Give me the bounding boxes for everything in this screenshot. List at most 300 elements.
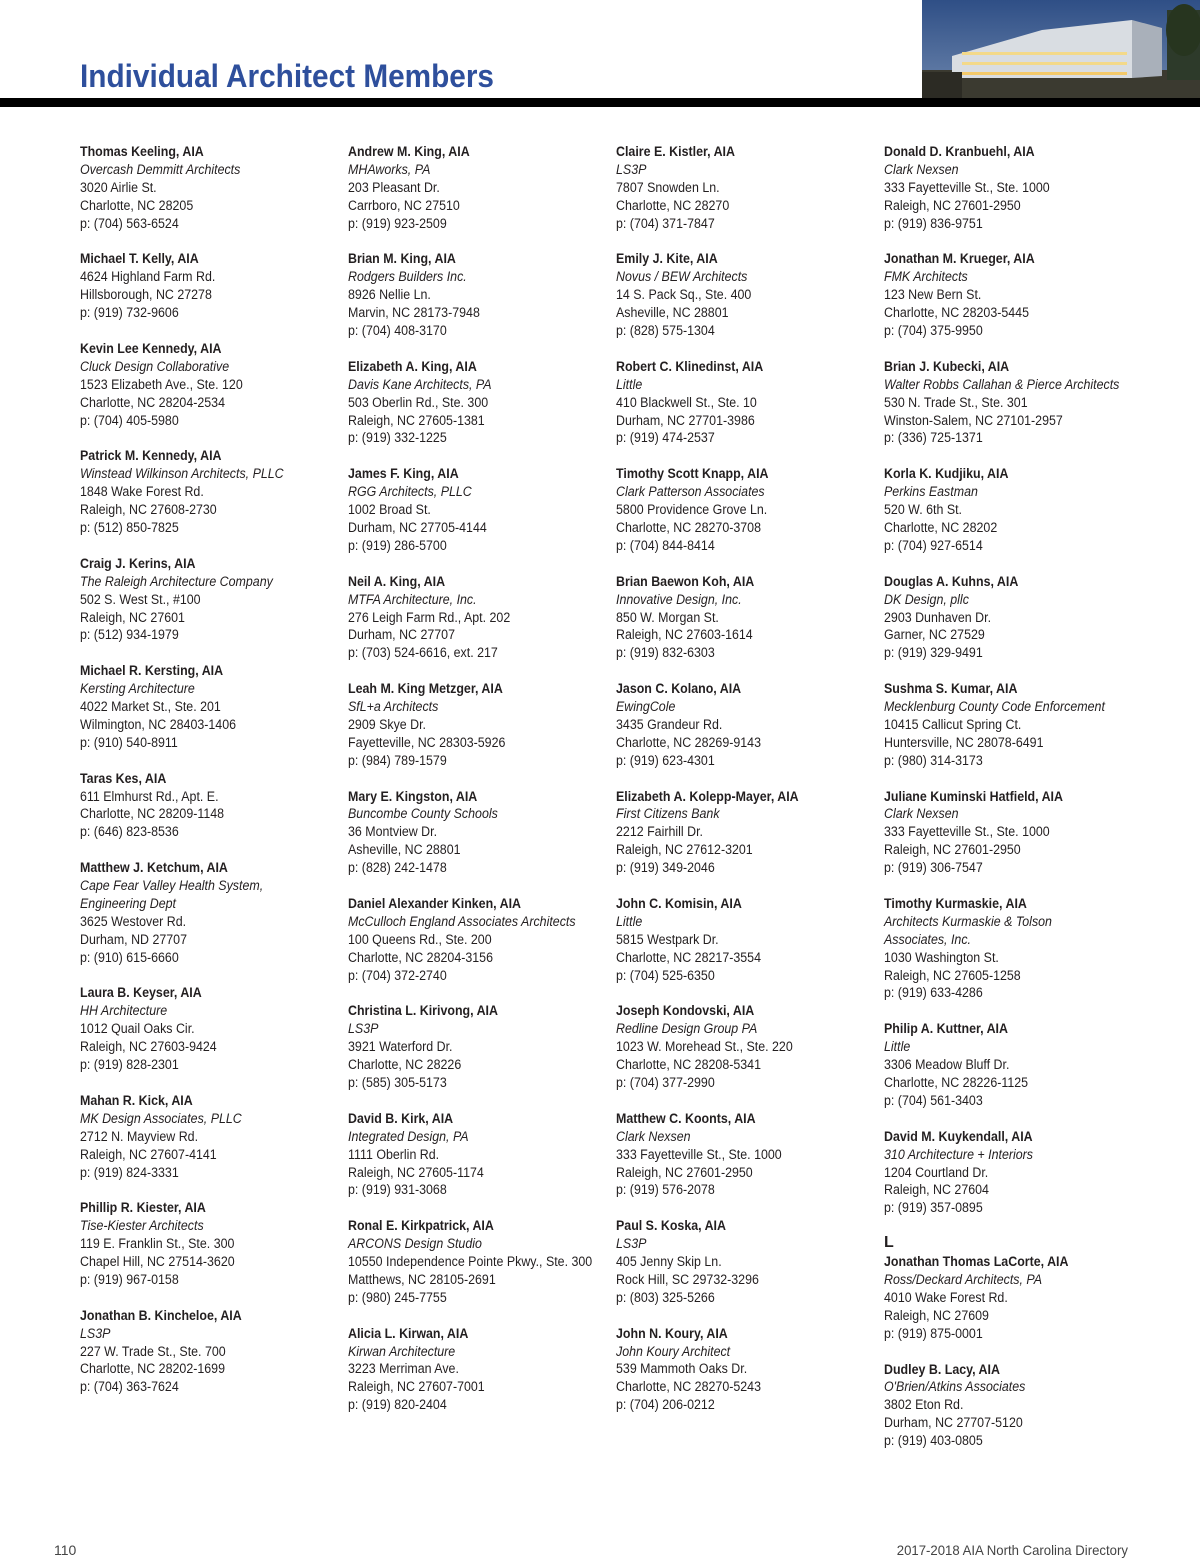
member-entry [616,573,881,663]
member-address-line: 333 Fayetteville St., Ste. 1000 [884,179,1050,195]
member-address-line: 203 Pleasant Dr. [348,179,440,195]
member-firm: MTFA Architecture, Inc. [348,591,477,607]
member-address-line: 1111 Oberlin Rd. [348,1146,440,1162]
member-name: Elizabeth A. Kolepp-Mayer, AIA [616,788,799,804]
member-phone: p: (512) 934-1979 [80,627,179,643]
member-address-line: 8926 Nellie Ln. [348,287,431,303]
directory-column [884,143,1149,1468]
member-entry [616,895,881,985]
member-firm: Little [884,1039,911,1055]
member-phone: p: (919) 923-2509 [348,215,447,231]
member-address-line: 3435 Grandeur Rd. [616,716,723,732]
member-name: Phillip R. Kiester, AIA [80,1200,206,1216]
member-firm: HH Architecture [80,1003,168,1019]
member-address-line: Rock Hill, SC 29732-3296 [616,1271,759,1287]
member-address-line: 276 Leigh Farm Rd., Apt. 202 [348,609,511,625]
member-phone: p: (704) 206-0212 [616,1397,715,1413]
member-phone: p: (919) 474-2537 [616,430,715,446]
member-name: Brian M. King, AIA [348,251,456,267]
member-name: David B. Kirk, AIA [348,1110,454,1126]
member-phone: p: (512) 850-7825 [80,519,179,535]
directory-column [348,143,613,1432]
member-address-line: Charlotte, NC 28270-5243 [616,1379,762,1395]
member-address-line: Huntersville, NC 28078-6491 [884,734,1044,750]
member-phone: p: (704) 377-2990 [616,1075,715,1090]
member-phone: p: (704) 372-2740 [348,967,447,983]
member-name: Elizabeth A. King, AIA [348,358,477,374]
member-address-line: Charlotte, NC 28202-1699 [80,1361,226,1377]
member-address-line: Charlotte, NC 28226-1125 [884,1075,1029,1090]
member-firm: LS3P [616,161,647,177]
member-name: John C. Komisin, AIA [616,895,742,911]
member-name: Mary E. Kingston, AIA [348,788,478,804]
member-firm: Associates, Inc. [884,931,971,947]
member-address-line: 530 N. Trade St., Ste. 301 [884,394,1028,410]
member-address-line: 36 Montview Dr. [348,824,438,840]
member-address-line: Charlotte, NC 28270 [616,197,730,213]
member-entry [884,465,1149,555]
member-address-line: 7807 Snowden Ln. [616,179,720,195]
member-phone: p: (704) 363-7624 [80,1379,179,1395]
member-firm: Cape Fear Valley Health System, [80,878,264,894]
member-name: Philip A. Kuttner, AIA [884,1021,1008,1037]
member-firm: Clark Nexsen [616,1128,691,1144]
member-phone: p: (585) 305-5173 [348,1075,447,1090]
member-phone: p: (803) 325-5266 [616,1289,715,1305]
member-address-line: Durham, NC 27701-3986 [616,412,755,428]
member-name: Alicia L. Kirwan, AIA [348,1325,469,1341]
member-entry [348,465,613,555]
member-address-line: 119 E. Franklin St., Ste. 300 [80,1236,235,1252]
member-entry [616,465,881,555]
member-name: Michael T. Kelly, AIA [80,251,199,267]
member-phone: p: (919) 824-3331 [80,1164,179,1180]
member-phone: p: (919) 286-5700 [348,537,447,553]
member-name: David M. Kuykendall, AIA [884,1128,1033,1144]
member-address-line: 2903 Dunhaven Dr. [884,609,992,625]
member-firm: Buncombe County Schools [348,806,498,822]
member-name: Christina L. Kirivong, AIA [348,1003,498,1019]
member-firm: MK Design Associates, PLLC [80,1110,242,1126]
member-entry [348,1325,613,1415]
member-address-line: Raleigh, NC 27603-1614 [616,627,753,643]
member-name: Thomas Keeling, AIA [80,144,204,159]
member-address-line: Durham, ND 27707 [80,931,188,947]
member-entry [884,573,1149,663]
member-address-line: 3802 Eton Rd. [884,1397,964,1413]
member-entry [348,573,613,663]
member-firm: EwingCole [616,699,676,715]
member-address-line: 100 Queens Rd., Ste. 200 [348,931,492,947]
member-name: Brian J. Kubecki, AIA [884,358,1010,374]
member-address-line: 1023 W. Morehead St., Ste. 220 [616,1039,793,1055]
member-name: Korla K. Kudjiku, AIA [884,466,1009,482]
member-phone: p: (910) 540-8911 [80,734,178,750]
member-phone: p: (919) 832-6303 [616,645,715,661]
member-address-line: 2212 Fairhill Dr. [616,824,703,840]
member-firm: O'Brien/Atkins Associates [884,1379,1026,1395]
member-entry [80,662,345,752]
member-name: Matthew C. Koonts, AIA [616,1110,756,1126]
member-firm: Walter Robbs Callahan & Pierce Architects [884,376,1120,392]
member-name: Michael R. Kersting, AIA [80,663,224,679]
member-name: Juliane Kuminski Hatfield, AIA [884,788,1063,804]
member-entry [80,859,345,966]
member-entry [80,770,345,842]
member-address-line: 3921 Waterford Dr. [348,1039,453,1055]
member-firm: Little [616,913,643,929]
member-address-line: 4010 Wake Forest Rd. [884,1289,1008,1305]
member-address-line: Charlotte, NC 28208-5341 [616,1057,762,1073]
member-name: Leah M. King Metzger, AIA [348,681,503,697]
member-entry [884,680,1149,770]
member-address-line: 1204 Courtland Dr. [884,1164,989,1180]
member-address-line: 502 S. West St., #100 [80,591,201,607]
member-name: Sushma S. Kumar, AIA [884,681,1018,697]
member-name: Dudley B. Lacy, AIA [884,1361,1000,1377]
member-entry [616,680,881,770]
member-entry [348,1217,613,1307]
member-address-line: Raleigh, NC 27601-2950 [616,1164,753,1180]
member-entry [80,984,345,1074]
member-phone: p: (919) 623-4301 [616,752,715,768]
header-building-photo [922,0,1200,98]
member-address-line: Fayetteville, NC 28303-5926 [348,734,506,750]
member-phone: p: (919) 931-3068 [348,1182,447,1198]
member-name: Timothy Kurmaskie, AIA [884,895,1027,911]
member-address-line: 2909 Skye Dr. [348,716,427,732]
member-address-line: 4022 Market St., Ste. 201 [80,699,221,715]
member-firm: SfL+a Architects [348,699,439,715]
member-phone: p: (646) 823-8536 [80,824,179,840]
member-phone: p: (980) 245-7755 [348,1289,447,1305]
member-address-line: Raleigh, NC 27609 [884,1307,989,1323]
member-entry [884,1253,1149,1343]
member-address-line: Durham, NC 27707 [348,627,456,643]
member-firm: Winstead Wilkinson Architects, PLLC [80,466,284,482]
member-address-line: 3625 Westover Rd. [80,913,187,929]
member-phone: p: (919) 836-9751 [884,215,983,231]
member-firm: Integrated Design, PA [348,1128,469,1144]
member-firm: Redline Design Group PA [616,1021,758,1037]
member-entry [884,358,1149,448]
member-entry [884,1361,1149,1451]
member-address-line: 1523 Elizabeth Ave., Ste. 120 [80,376,243,392]
member-firm: Novus / BEW Architects [616,269,748,285]
member-phone: p: (703) 524-6616, ext. 217 [348,645,498,661]
member-phone: p: (919) 576-2078 [616,1182,715,1198]
member-address-line: 539 Mammoth Oaks Dr. [616,1361,748,1377]
member-entry [884,1020,1149,1110]
member-entry [616,250,881,340]
member-name: Jonathan M. Krueger, AIA [884,251,1035,267]
member-firm: DK Design, pllc [884,591,969,607]
member-address-line: 5800 Providence Grove Ln. [616,502,768,518]
member-name: Laura B. Keyser, AIA [80,985,202,1001]
member-entry [616,1325,881,1415]
member-address-line: 2712 N. Mayview Rd. [80,1128,199,1144]
member-firm: RGG Architects, PLLC [348,484,472,500]
member-name: Emily J. Kite, AIA [616,251,718,267]
member-address-line: 410 Blackwell St., Ste. 10 [616,394,757,410]
member-address-line: Garner, NC 27529 [884,627,985,643]
member-entry [348,143,613,233]
member-entry [348,1002,613,1092]
member-entry [616,358,881,448]
member-firm: John Koury Architect [616,1343,731,1359]
member-entry [884,143,1149,233]
member-phone: p: (704) 408-3170 [348,323,447,339]
member-phone: p: (704) 371-7847 [616,215,715,231]
member-firm: Innovative Design, Inc. [616,591,742,607]
member-entry [884,895,1149,1002]
member-phone: p: (828) 575-1304 [616,323,715,339]
member-address-line: Asheville, NC 28801 [616,305,729,321]
member-firm: Little [616,376,643,392]
member-phone: p: (919) 820-2404 [348,1397,447,1413]
member-address-line: Charlotte, NC 28226 [348,1057,462,1073]
member-address-line: 1012 Quail Oaks Cir. [80,1021,195,1037]
member-address-line: Raleigh, NC 27605-1381 [348,412,485,428]
member-phone: p: (919) 349-2046 [616,860,715,876]
member-name: Claire E. Kistler, AIA [616,144,735,159]
member-address-line: Raleigh, NC 27604 [884,1182,989,1198]
member-name: Kevin Lee Kennedy, AIA [80,340,222,356]
member-address-line: Carrboro, NC 27510 [348,197,460,213]
member-name: Donald D. Kranbuehl, AIA [884,144,1035,159]
member-phone: p: (919) 967-0158 [80,1271,179,1287]
member-address-line: Hillsborough, NC 27278 [80,287,212,303]
member-address-line: 10415 Callicut Spring Ct. [884,716,1022,732]
member-address-line: Marvin, NC 28173-7948 [348,305,480,321]
member-firm: Clark Nexsen [884,161,959,177]
member-entry [348,788,613,878]
member-phone: p: (704) 927-6514 [884,537,983,553]
page-title: Individual Architect Members [80,58,494,94]
page-number: 110 [54,1542,77,1558]
letter-heading: L [884,1234,894,1252]
member-address-line: Charlotte, NC 28204-2534 [80,394,226,410]
member-address-line: Charlotte, NC 28203-5445 [884,305,1030,321]
member-phone: p: (704) 375-9950 [884,323,983,339]
member-phone: p: (980) 314-3173 [884,752,983,768]
member-address-line: Charlotte, NC 28204-3156 [348,949,494,965]
member-entry [616,788,881,878]
member-address-line: Raleigh, NC 27603-9424 [80,1039,217,1055]
member-address-line: Chapel Hill, NC 27514-3620 [80,1254,235,1270]
page-header [0,0,1200,108]
member-address-line: Raleigh, NC 27605-1258 [884,967,1021,983]
member-entry [80,250,345,322]
member-phone: p: (919) 329-9491 [884,645,983,661]
member-firm: LS3P [616,1236,647,1252]
member-phone: p: (919) 357-0895 [884,1200,983,1216]
member-entry [616,1217,881,1307]
member-address-line: 4624 Highland Farm Rd. [80,269,216,285]
member-phone: p: (984) 789-1579 [348,752,447,768]
member-phone: p: (919) 332-1225 [348,430,447,446]
member-entry [884,788,1149,878]
member-entry [884,1128,1149,1218]
member-name: Douglas A. Kuhns, AIA [884,573,1019,589]
member-address-line: 1002 Broad St. [348,502,431,518]
member-address-line: 333 Fayetteville St., Ste. 1000 [616,1146,782,1162]
member-entry [80,447,345,537]
member-entry [348,358,613,448]
member-address-line: Charlotte, NC 28217-3554 [616,949,762,965]
member-address-line: Charlotte, NC 28205 [80,197,194,213]
member-phone: p: (704) 563-6524 [80,215,179,231]
member-phone: p: (919) 875-0001 [884,1325,983,1341]
member-entry [884,250,1149,340]
member-name: Andrew M. King, AIA [348,144,470,159]
member-address-line: Raleigh, NC 27612-3201 [616,842,753,858]
member-address-line: 333 Fayetteville St., Ste. 1000 [884,824,1050,840]
member-address-line: 123 New Bern St. [884,287,982,303]
member-address-line: Raleigh, NC 27607-4141 [80,1146,217,1162]
member-phone: p: (919) 403-0805 [884,1433,983,1449]
member-address-line: Durham, NC 27707-5120 [884,1415,1023,1431]
member-firm: LS3P [348,1021,379,1037]
directory-columns [80,143,1140,1463]
member-firm: FMK Architects [884,269,968,285]
member-address-line: Winston-Salem, NC 27101-2957 [884,412,1063,428]
member-phone: p: (704) 844-8414 [616,537,715,553]
member-phone: p: (704) 405-5980 [80,412,179,428]
member-firm: Clark Nexsen [884,806,959,822]
member-firm: Overcash Demmitt Architects [80,161,241,177]
member-address-line: Raleigh, NC 27601-2950 [884,842,1021,858]
member-address-line: 3306 Meadow Bluff Dr. [884,1057,1010,1073]
member-firm: Clark Patterson Associates [616,484,765,500]
member-name: Craig J. Kerins, AIA [80,555,196,571]
member-firm: Cluck Design Collaborative [80,358,230,374]
member-entry [80,1199,345,1289]
member-address-line: 10550 Independence Pointe Pkwy., Ste. 300 [348,1254,593,1270]
member-address-line: 405 Jenny Skip Ln. [616,1254,722,1270]
member-phone: p: (919) 828-2301 [80,1057,179,1073]
member-name: Neil A. King, AIA [348,573,446,589]
member-entry [616,1110,881,1200]
member-phone: p: (919) 732-9606 [80,305,179,321]
member-address-line: Raleigh, NC 27607-7001 [348,1379,485,1395]
member-address-line: 1030 Washington St. [884,949,999,965]
member-phone: p: (704) 561-3403 [884,1092,983,1108]
member-address-line: Durham, NC 27705-4144 [348,519,487,535]
member-phone: p: (704) 525-6350 [616,967,715,983]
member-firm: ARCONS Design Studio [348,1236,482,1252]
member-entry [80,1307,345,1397]
member-phone: p: (828) 242-1478 [348,860,447,876]
member-firm: First Citizens Bank [616,806,720,822]
member-address-line: Raleigh, NC 27601 [80,609,185,625]
member-name: Brian Baewon Koh, AIA [616,573,755,589]
member-firm: Rodgers Builders Inc. [348,269,467,285]
member-firm: Kersting Architecture [80,681,195,697]
member-name: Patrick M. Kennedy, AIA [80,448,222,464]
member-firm: Mecklenburg County Code Enforcement [884,699,1105,715]
member-address-line: Charlotte, NC 28269-9143 [616,734,762,750]
member-firm: LS3P [80,1325,111,1341]
directory-column [80,143,345,1414]
member-entry [348,895,613,985]
member-address-line: 503 Oberlin Rd., Ste. 300 [348,394,489,410]
member-name: Mahan R. Kick, AIA [80,1092,193,1108]
member-entry [616,1002,881,1092]
member-phone: p: (919) 306-7547 [884,860,983,876]
publication-title: 2017-2018 AIA North Carolina Directory [896,1542,1128,1558]
member-address-line: 14 S. Pack Sq., Ste. 400 [616,287,752,303]
member-firm: Tise-Kiester Architects [80,1218,204,1234]
member-firm: Davis Kane Architects, PA [348,376,492,392]
member-address-line: Charlotte, NC 28202 [884,519,998,535]
member-entry [348,680,613,770]
member-name: Taras Kes, AIA [80,770,167,786]
member-firm: 310 Architecture + Interiors [884,1146,1034,1162]
member-address-line: Wilmington, NC 28403-1406 [80,716,237,732]
member-entry [616,143,881,233]
header-rule [0,98,1200,107]
member-address-line: Charlotte, NC 28209-1148 [80,806,225,822]
member-name: Jason C. Kolano, AIA [616,681,742,697]
member-entry [80,143,345,233]
member-address-line: 850 W. Morgan St. [616,609,719,625]
member-address-line: Raleigh, NC 27608-2730 [80,502,217,518]
member-name: Joseph Kondovski, AIA [616,1003,755,1019]
member-entry [348,1110,613,1200]
member-firm: Perkins Eastman [884,484,978,500]
member-address-line: 5815 Westpark Dr. [616,931,719,947]
member-address-line: 227 W. Trade St., Ste. 700 [80,1343,226,1359]
member-name: Matthew J. Ketchum, AIA [80,860,228,876]
member-name: John N. Koury, AIA [616,1325,728,1341]
member-address-line: 1848 Wake Forest Rd. [80,484,204,500]
member-name: Jonathan B. Kincheloe, AIA [80,1307,242,1323]
member-firm: Engineering Dept [80,895,176,911]
member-address-line: 520 W. 6th St. [884,502,963,518]
member-name: Jonathan Thomas LaCorte, AIA [884,1254,1069,1270]
member-entry [80,1092,345,1182]
member-address-line: Charlotte, NC 28270-3708 [616,519,762,535]
member-firm: McCulloch England Associates Architects [348,913,576,929]
member-entry [80,555,345,645]
member-firm: Kirwan Architecture [348,1343,456,1359]
member-address-line: Raleigh, NC 27601-2950 [884,197,1021,213]
member-address-line: 3223 Merriman Ave. [348,1361,459,1377]
member-phone: p: (919) 633-4286 [884,985,983,1001]
member-name: Timothy Scott Knapp, AIA [616,466,769,482]
member-name: Daniel Alexander Kinken, AIA [348,895,522,911]
member-address-line: Asheville, NC 28801 [348,842,461,858]
member-address-line: Raleigh, NC 27605-1174 [348,1164,484,1180]
member-address-line: 611 Elmhurst Rd., Apt. E. [80,788,219,804]
member-firm: Ross/Deckard Architects, PA [884,1272,1043,1288]
member-entry [348,250,613,340]
member-name: Paul S. Koska, AIA [616,1218,726,1234]
member-entry [80,340,345,430]
member-name: Robert C. Klinedinst, AIA [616,358,764,374]
member-address-line: 3020 Airlie St. [80,179,157,195]
directory-column [616,143,881,1432]
member-firm: MHAworks, PA [348,161,431,177]
member-phone: p: (910) 615-6660 [80,949,179,965]
member-name: James F. King, AIA [348,466,459,482]
member-address-line: Matthews, NC 28105-2691 [348,1271,496,1287]
member-name: Ronal E. Kirkpatrick, AIA [348,1218,494,1234]
member-phone: p: (336) 725-1371 [884,430,983,446]
member-firm: The Raleigh Architecture Company [80,573,273,589]
member-firm: Architects Kurmaskie & Tolson [884,913,1052,929]
